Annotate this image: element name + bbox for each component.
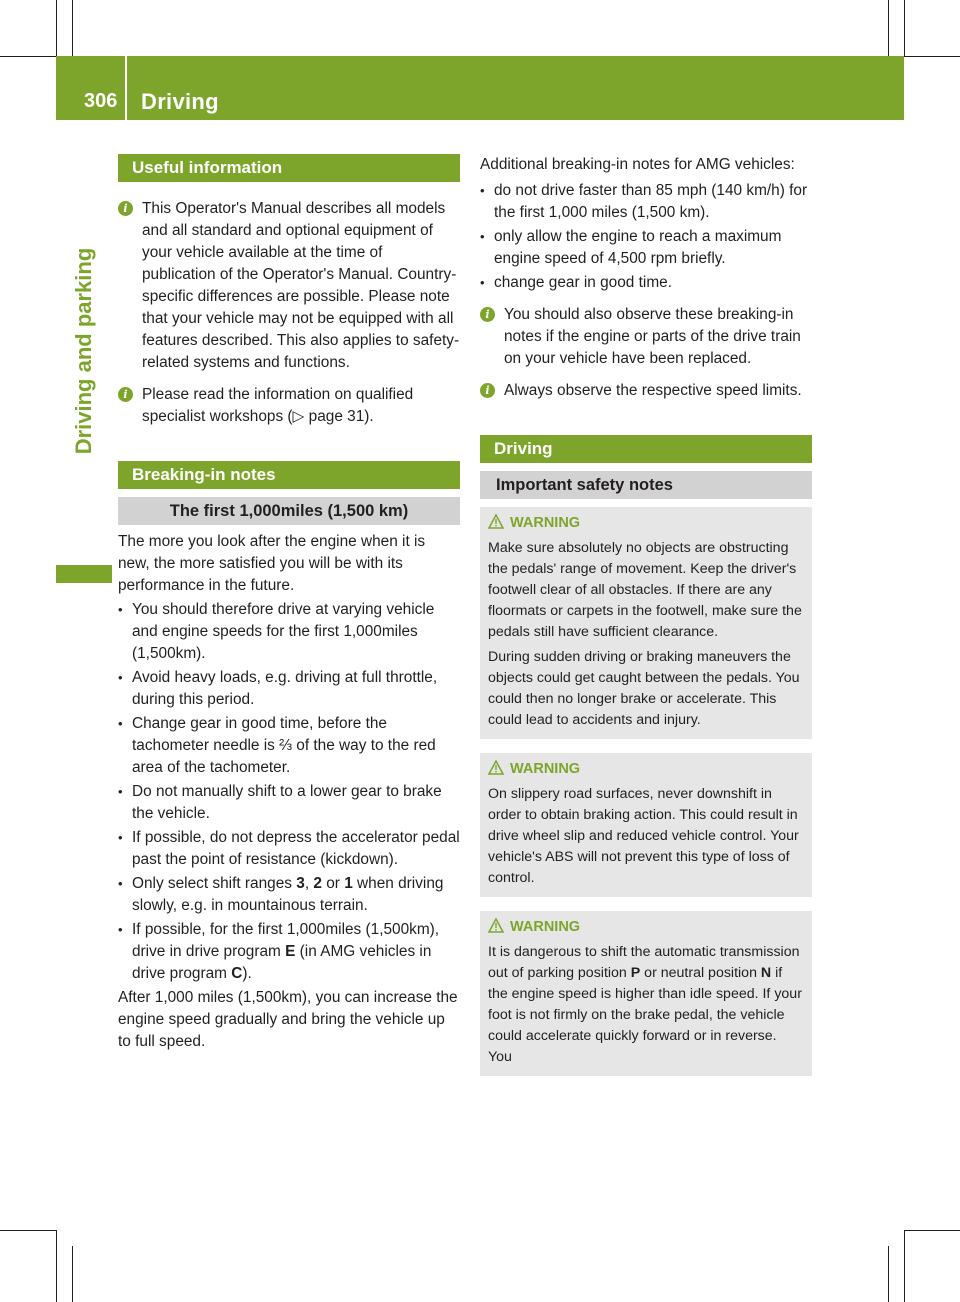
list-item: • Do not manually shift to a lower gear to brake the vehicle. [118, 781, 460, 825]
info-note [480, 380, 812, 402]
crop-mark [904, 56, 960, 57]
warning-title: WARNING [488, 917, 804, 938]
list-item: • Avoid heavy loads, e.g. driving at full throttle, during this period. [118, 667, 460, 711]
crop-mark [904, 1230, 960, 1231]
crop-mark [56, 1230, 57, 1302]
warning-text: During sudden driving or braking maneuvers the objects could get caught between the pedals. You could then no longer brake or accelerate. This could lead to accidents and injury. [488, 649, 800, 728]
info-note [118, 384, 460, 428]
info-note [480, 304, 812, 370]
crop-mark [72, 0, 73, 56]
left-column [118, 154, 460, 1053]
list-item: • only allow the engine to reach a maximum engine speed of 4,500 rpm briefly. [480, 226, 812, 270]
crop-mark [888, 1246, 889, 1302]
warning-triangle-icon [488, 760, 504, 775]
list-item: • Only select shift ranges 3, 2 or 1 when driving slowly, e.g. in mountainous terrain. [118, 873, 460, 917]
list-item: • Change gear in good time, before the tachometer needle is ⅔ of the way to the red area of the tachometer. [118, 713, 460, 779]
subsection-heading-safety-notes: Important safety notes [480, 471, 812, 499]
crop-mark [888, 0, 889, 56]
side-tab-label: Driving and parking [71, 247, 96, 455]
info-text: You should also observe these breaking-in notes if the engine or parts of the drive train on your vehicle have been replaced. [504, 306, 801, 367]
list-item: • If possible, for the first 1,000miles (1,500km), drive in drive program E (in AMG vehicles in drive program C). [118, 919, 460, 985]
warning-text: On slippery road surfaces, never downshift in order to obtain braking action. This could result in drive wheel slip and reduced vehicle control. Your vehicle's ABS will not prevent this type of loss of control. [488, 786, 799, 886]
info-icon: i [118, 387, 133, 402]
warning-title: WARNING [488, 759, 804, 780]
breaking-in-list [118, 599, 460, 985]
info-text: This Operator's Manual describes all models and all standard and optional equipment of your vehicle available at the time of publication of the Operator's Manual. Country-specific differences are possible. Please note that your vehicle may not be equipped with all features described. This also applies to safety-related systems and functions. [142, 200, 460, 371]
list-item: • If possible, do not depress the accelerator pedal past the point of resistance (kickdown). [118, 827, 460, 871]
info-icon: i [118, 201, 133, 216]
warning-text: Make sure absolutely no objects are obstructing the pedals' range of movement. Keep the driver's footwell clear of all obstacles. If there are any floormats or carpets in the footwell, make sure the pedals still have sufficient clearance. [488, 540, 802, 640]
paragraph-outro: After 1,000 miles (1,500km), you can increase the engine speed gradually and bring the vehicle up to full speed. [118, 989, 458, 1050]
page-number: 306 [84, 90, 118, 112]
info-icon: i [480, 383, 495, 398]
crop-mark [0, 1230, 56, 1231]
warning-text: It is dangerous to shift the automatic transmission out of parking position P or neutral position N if the engine speed is higher than idle speed. If your foot is not firmly on the brake pedal, the vehicle could accelerate quickly forward or in reverse. You [488, 944, 802, 1065]
header-divider [125, 56, 127, 120]
amg-list [480, 180, 812, 294]
crop-mark [904, 1230, 905, 1302]
info-text: Please read the information on qualified specialist workshops (▷ page 31). [142, 386, 414, 425]
warning-box [480, 911, 812, 1076]
subsection-heading-first-miles: The first 1,000miles (1,500 km) [118, 497, 460, 525]
warning-triangle-icon [488, 918, 504, 933]
section-heading-useful-information: Useful information [118, 154, 460, 182]
warning-box [480, 753, 812, 897]
side-tab-marker [56, 565, 112, 583]
info-note [118, 198, 460, 374]
section-heading-breaking-in: Breaking-in notes [118, 461, 460, 489]
side-tab [56, 120, 112, 583]
list-item: • change gear in good time. [480, 272, 812, 294]
warning-title: WARNING [488, 513, 804, 534]
crop-mark [56, 0, 57, 56]
list-item: • You should therefore drive at varying vehicle and engine speeds for the first 1,000miles (1,500km). [118, 599, 460, 665]
crop-mark [72, 1246, 73, 1302]
crop-mark [904, 0, 905, 56]
list-item: • do not drive faster than 85 mph (140 km/h) for the first 1,000 miles (1,500 km). [480, 180, 812, 224]
info-text: Always observe the respective speed limits. [504, 382, 802, 399]
warning-triangle-icon [488, 514, 504, 529]
paragraph-intro: The more you look after the engine when it is new, the more satisfied you will be with its performance in the future. [118, 533, 426, 594]
info-icon: i [480, 307, 495, 322]
warning-box [480, 507, 812, 739]
paragraph-amg-intro: Additional breaking-in notes for AMG vehicles: [480, 156, 795, 173]
crop-mark [0, 56, 56, 57]
page-title: Driving [141, 89, 219, 114]
right-column [480, 154, 812, 1076]
section-heading-driving: Driving [480, 435, 812, 463]
